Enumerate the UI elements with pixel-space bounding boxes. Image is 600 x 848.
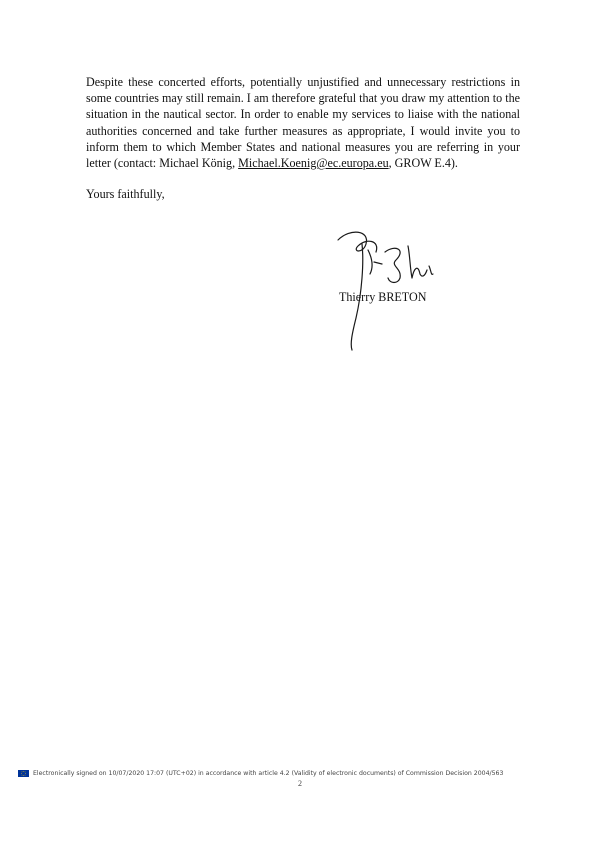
body-paragraph [86,74,520,171]
electronic-signature-footer [18,770,503,777]
page-number: 2 [298,779,302,788]
closing-salutation: Yours faithfully, [86,187,165,201]
eu-flag-icon [18,770,29,777]
contact-email-link[interactable]: Michael.Koenig@ec.europa.eu [238,156,389,171]
signature-note: Electronically signed on 10/07/2020 17:07 (UTC+02) in accordance with article 4.2 (Validity of electronic documents) of Commission Decision 2004/563 [33,770,504,777]
paragraph-text-start: Despite these concerted efforts, potentially unjustified and unnecessary restrictions in some countries may still remain. I am therefore grateful that you draw my attention to the situation in the nautical sector. In order to enable my services to liaise with the national authorities concerned and take further measures as appropriate, I would invite you to inform them to which Member States and national measures you are referring in your letter (contact: Michael König, [86,75,520,171]
signer-name: Thierry BRETON [339,290,427,304]
paragraph-text-end: , GROW E.4). [388,156,458,171]
